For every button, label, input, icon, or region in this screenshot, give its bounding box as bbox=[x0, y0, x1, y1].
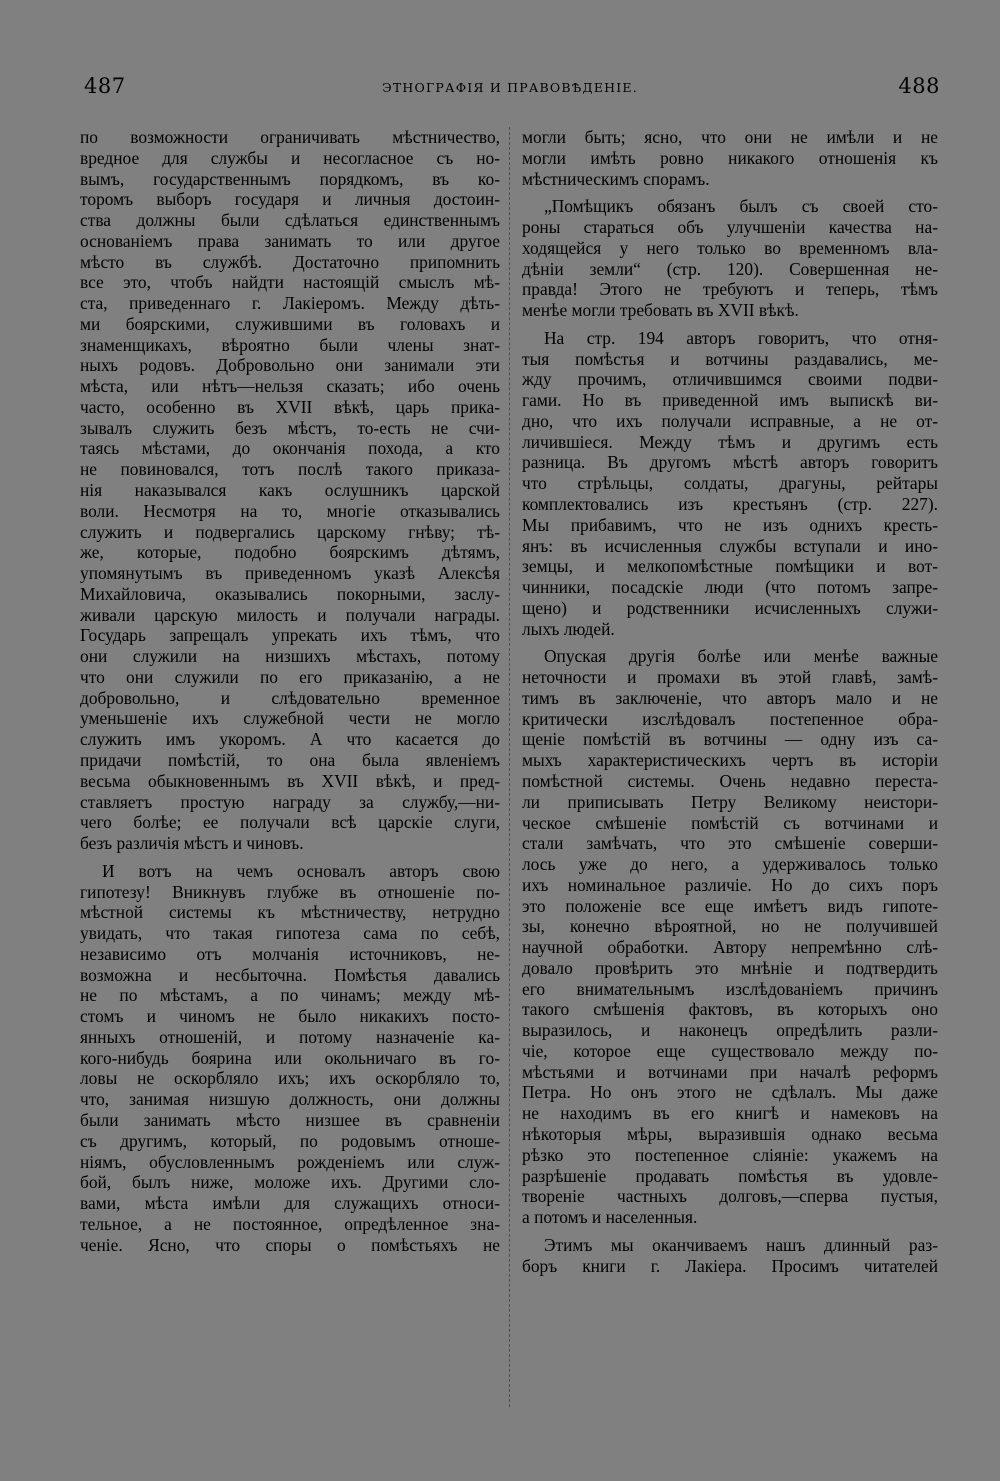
text-line: янныхъ отношеній, и потому назначеніе ка- bbox=[80, 1026, 500, 1047]
text-line: ставляетъ простую награду за службу,—ни- bbox=[80, 791, 500, 812]
text-line: мѣсто въ службѣ. Достаточно припомнить bbox=[80, 251, 500, 272]
text-line: служить и подвергались царскому гнѣву; тѣ- bbox=[80, 521, 500, 542]
text-line: твореніе частныхъ долговъ,—сперва пустыя, bbox=[522, 1186, 938, 1207]
running-header bbox=[80, 74, 940, 104]
text-line: торомъ выборъ государя и личныя достоин- bbox=[80, 189, 500, 210]
text-line: ихъ номинальное различіе. Но до сихъ поръ bbox=[522, 874, 938, 895]
text-line: лыхъ людей. bbox=[522, 618, 615, 639]
text-line: вредное для службы и несогласное съ но- bbox=[80, 147, 500, 168]
text-line: возможна и несбыточна. Помѣстья давались bbox=[80, 964, 500, 985]
text-line: по возможности ограничивать мѣстничество, bbox=[80, 127, 500, 147]
text-line: научной обработки. Автору непремѣнно слѣ- bbox=[522, 937, 938, 958]
text-line: Мы прибавимъ, что не изъ однихъ кресть- bbox=[522, 514, 938, 535]
text-line: живали царскую милость и получали награды. bbox=[80, 604, 500, 625]
text-line: выразилось, и наконецъ опредѣлить разли- bbox=[522, 1020, 938, 1041]
text-line: стали замѣчать, что это смѣшеніе соверши- bbox=[522, 833, 938, 854]
text-line: неточности и промахи въ этой главѣ, замѣ- bbox=[522, 667, 938, 688]
text-line: не по мѣстамъ, а по чинамъ; между мѣ- bbox=[80, 985, 500, 1006]
text-line: знаменщикахъ, вѣроятно были члены знат- bbox=[80, 334, 500, 355]
text-line: комплектовались изъ крестьянъ (стр. 227). bbox=[522, 494, 938, 515]
text-line: разница. Въ другомъ мѣстѣ авторъ говоритъ bbox=[522, 452, 938, 473]
text-line: служить имъ укоромъ. А что касается до bbox=[80, 729, 500, 750]
text-line: боръ книги г. Лакіера. Просимъ читателей bbox=[522, 1255, 938, 1276]
text-line: вымъ, государственнымъ порядкомъ, въ ко- bbox=[80, 168, 500, 189]
text-line: а потомъ и населенныя. bbox=[522, 1207, 698, 1228]
text-line: основаніемъ права занимать то или другое bbox=[80, 230, 500, 251]
text-line: могли быть; ясно, что они не имѣли и не bbox=[522, 127, 938, 147]
text-line: тимъ въ заключеніе, что авторъ мало и не bbox=[522, 687, 938, 708]
text-line: щено) и родственники исчисленныхъ служи- bbox=[522, 597, 938, 618]
running-title: ЭТНОГРАФІЯ И ПРАВОВѢДЕНІЕ. bbox=[382, 80, 638, 95]
text-line: его внимательнымъ изслѣдованіемъ причинъ bbox=[522, 978, 938, 999]
text-line: личившіеся. Между тѣмъ и другимъ есть bbox=[522, 431, 938, 452]
text-line: ныхъ родовъ. Добровольно они занимали эти bbox=[80, 355, 500, 376]
text-line: менѣе могли требовать въ XVII вѣкѣ. bbox=[522, 300, 799, 321]
text-line: критически изслѣдовалъ постепенное обра- bbox=[522, 708, 938, 729]
paragraph-start-line: „Помѣщикъ обязанъ былъ съ своей сто- bbox=[544, 196, 938, 217]
text-line: добровольно, и слѣдовательно временное bbox=[80, 687, 500, 708]
text-line: не находимъ въ его книгѣ и намековъ на bbox=[522, 1103, 938, 1124]
left-column bbox=[80, 127, 500, 1255]
text-line: не повиновался, тотъ послѣ такого приказа- bbox=[80, 459, 500, 480]
text-line: ходящейся у него только во временномъ вла- bbox=[522, 237, 938, 258]
column-divider bbox=[509, 127, 510, 1407]
text-line: были занимать мѣсто низшее въ сравненіи bbox=[80, 1109, 500, 1130]
text-line: зы, конечно вѣроятной, но не получившей bbox=[522, 916, 938, 937]
text-line: разрѣшеніе продавать помѣстья въ удовле- bbox=[522, 1165, 938, 1186]
paragraph-start-line: Опуская другія болѣе или менѣе важные bbox=[544, 646, 938, 667]
text-line: придачи помѣстій, то она была явленіемъ bbox=[80, 749, 500, 770]
text-line: ловы не оскорбляло ихъ; ихъ оскорбляло то, bbox=[80, 1068, 500, 1089]
text-line: они служили на низшихъ мѣстахъ, потому bbox=[80, 646, 500, 667]
text-line: чего болѣе; ее получали всѣ царскіе слуги, bbox=[80, 812, 500, 833]
text-line: дно, что ихъ получали исправные, а не от- bbox=[522, 410, 938, 431]
text-line: уменьшеніе ихъ служебной чести не могло bbox=[80, 708, 500, 729]
text-line: что стрѣльцы, солдаты, драгуны, рейтары bbox=[522, 473, 938, 494]
text-line: ли приписывать Петру Великому неистори- bbox=[522, 791, 938, 812]
text-line: стомъ и чиномъ не было никакихъ посто- bbox=[80, 1006, 500, 1027]
text-line: ніямъ, обусловленнымъ рожденіемъ или служ- bbox=[80, 1151, 500, 1172]
text-line: безъ различія мѣстъ и чиновъ. bbox=[80, 833, 304, 854]
text-line: ченіе. Ясно, что споры о помѣстьяхъ не bbox=[80, 1234, 500, 1255]
text-line: гами. Но въ приведенной имъ выпискѣ ви- bbox=[522, 390, 938, 411]
text-line: съ другимъ, который, по родовымъ отноше- bbox=[80, 1130, 500, 1151]
text-line: тыя помѣстья и вотчины раздавались, ме- bbox=[522, 348, 938, 369]
text-line: ства должны были сдѣлаться единственнымъ bbox=[80, 210, 500, 231]
text-line: довало провѣрить это мнѣніе и подтвердить bbox=[522, 957, 938, 978]
text-line: нія наказывался какъ ослушникъ царской bbox=[80, 480, 500, 501]
text-line: мѣстной системы къ мѣстничеству, нетрудно bbox=[80, 902, 500, 923]
text-line: янъ: въ исчисленныя службы вступали и ино- bbox=[522, 535, 938, 556]
text-line: жду прочимъ, отличившимся своими подви- bbox=[522, 369, 938, 390]
text-line: чинники, посадскіе люди (что потомъ запре- bbox=[522, 577, 938, 598]
text-line: бой, былъ ниже, моложе ихъ. Другими сло- bbox=[80, 1172, 500, 1193]
paragraph-start-line: Этимъ мы оканчиваемъ нашъ длинный раз- bbox=[544, 1234, 938, 1255]
text-line: лось уже до него, а удерживалось только bbox=[522, 854, 938, 875]
text-line: земцы, и мелкопомѣстные помѣщики и вот- bbox=[522, 556, 938, 577]
text-line: чіе, которое еще существовало между по- bbox=[522, 1040, 938, 1061]
text-line: тельное, а не постоянное, опредѣленное зна- bbox=[80, 1213, 500, 1234]
text-line: правда! Этого не требуютъ и теперь, тѣмъ bbox=[522, 279, 938, 300]
text-line: помѣстной системы. Очень недавно переста- bbox=[522, 770, 938, 791]
paragraph-start-line: На стр. 194 авторъ говоритъ, что отня- bbox=[544, 327, 938, 348]
page-number-right: 488 bbox=[898, 74, 940, 98]
text-line: гипотезу! Вникнувъ глубже въ отношеніе по- bbox=[80, 881, 500, 902]
text-line: ческое смѣшеніе помѣстій съ вотчинами и bbox=[522, 812, 938, 833]
page-number-left: 487 bbox=[84, 74, 126, 98]
text-line: упомянутымъ въ приведенномъ указѣ Алексѣя bbox=[80, 563, 500, 584]
text-line: ста, приведеннаго г. Лакіеромъ. Между дѣть- bbox=[80, 293, 500, 314]
text-line: это положеніе все еще имѣетъ видъ гипоте- bbox=[522, 895, 938, 916]
text-line: все это, чтобъ найдти настоящій смыслъ мѣ- bbox=[80, 272, 500, 293]
text-line: роны стараться объ улучшеніи качества на- bbox=[522, 217, 938, 238]
text-line: рѣзко это постепенное сліяніе: укажемъ на bbox=[522, 1144, 938, 1165]
text-line: дѣніи земли“ (стр. 120). Совершенная не- bbox=[522, 258, 938, 279]
text-line: нѣкоторыя мѣры, выразившія однако весьма bbox=[522, 1123, 938, 1144]
text-line: весьма обыкновеннымъ въ XVII вѣкѣ, и пред- bbox=[80, 770, 500, 791]
text-line: Михайловича, оказывались покорными, заслу- bbox=[80, 583, 500, 604]
text-line: мѣстническимъ спорамъ. bbox=[522, 168, 710, 189]
text-line: что, занимая низшую должность, они должны bbox=[80, 1089, 500, 1110]
text-line: щеніе помѣстій въ вотчины — одну изъ са- bbox=[522, 729, 938, 750]
right-column bbox=[522, 127, 938, 1276]
text-line: же, которые, подобно боярскимъ дѣтямъ, bbox=[80, 542, 500, 563]
text-line: Петра. Но онъ этого не сдѣлалъ. Мы даже bbox=[522, 1082, 938, 1103]
text-line: таясь мѣстами, до окончанія похода, а кто bbox=[80, 438, 500, 459]
text-line: могли имѣть ровно никакого отношенія къ bbox=[522, 147, 938, 168]
text-line: мыхъ характеристическихъ чертъ въ исторіи bbox=[522, 750, 938, 771]
text-line: часто, особенно въ XVII вѣкѣ, царь прика- bbox=[80, 396, 500, 417]
text-line: ми боярскими, служившими въ головахъ и bbox=[80, 313, 500, 334]
text-line: увидать, что такая гипотеза сама по себѣ, bbox=[80, 923, 500, 944]
text-line: Государь запрещалъ упрекать ихъ тѣмъ, что bbox=[80, 625, 500, 646]
text-line: вами, мѣста имѣли для служащихъ относи- bbox=[80, 1193, 500, 1214]
text-line: независимо отъ молчанія источниковъ, не- bbox=[80, 943, 500, 964]
text-line: такого смѣшенія фактовъ, въ которыхъ оно bbox=[522, 999, 938, 1020]
text-line: мѣстьями и вотчинами при началѣ реформъ bbox=[522, 1061, 938, 1082]
text-line: кого-нибудь боярина или окольничаго въ го- bbox=[80, 1047, 500, 1068]
paragraph-start-line: И вотъ на чемъ основалъ авторъ свою bbox=[102, 860, 500, 881]
text-line: мѣста, или нѣтъ—нельзя сказать; ибо очень bbox=[80, 376, 500, 397]
text-line: зывалъ служить безъ мѣстъ, то-есть не счи- bbox=[80, 417, 500, 438]
text-line: воли. Несмотря на то, многіе отказывались bbox=[80, 500, 500, 521]
text-line: что они служили по его приказанію, а не bbox=[80, 666, 500, 687]
